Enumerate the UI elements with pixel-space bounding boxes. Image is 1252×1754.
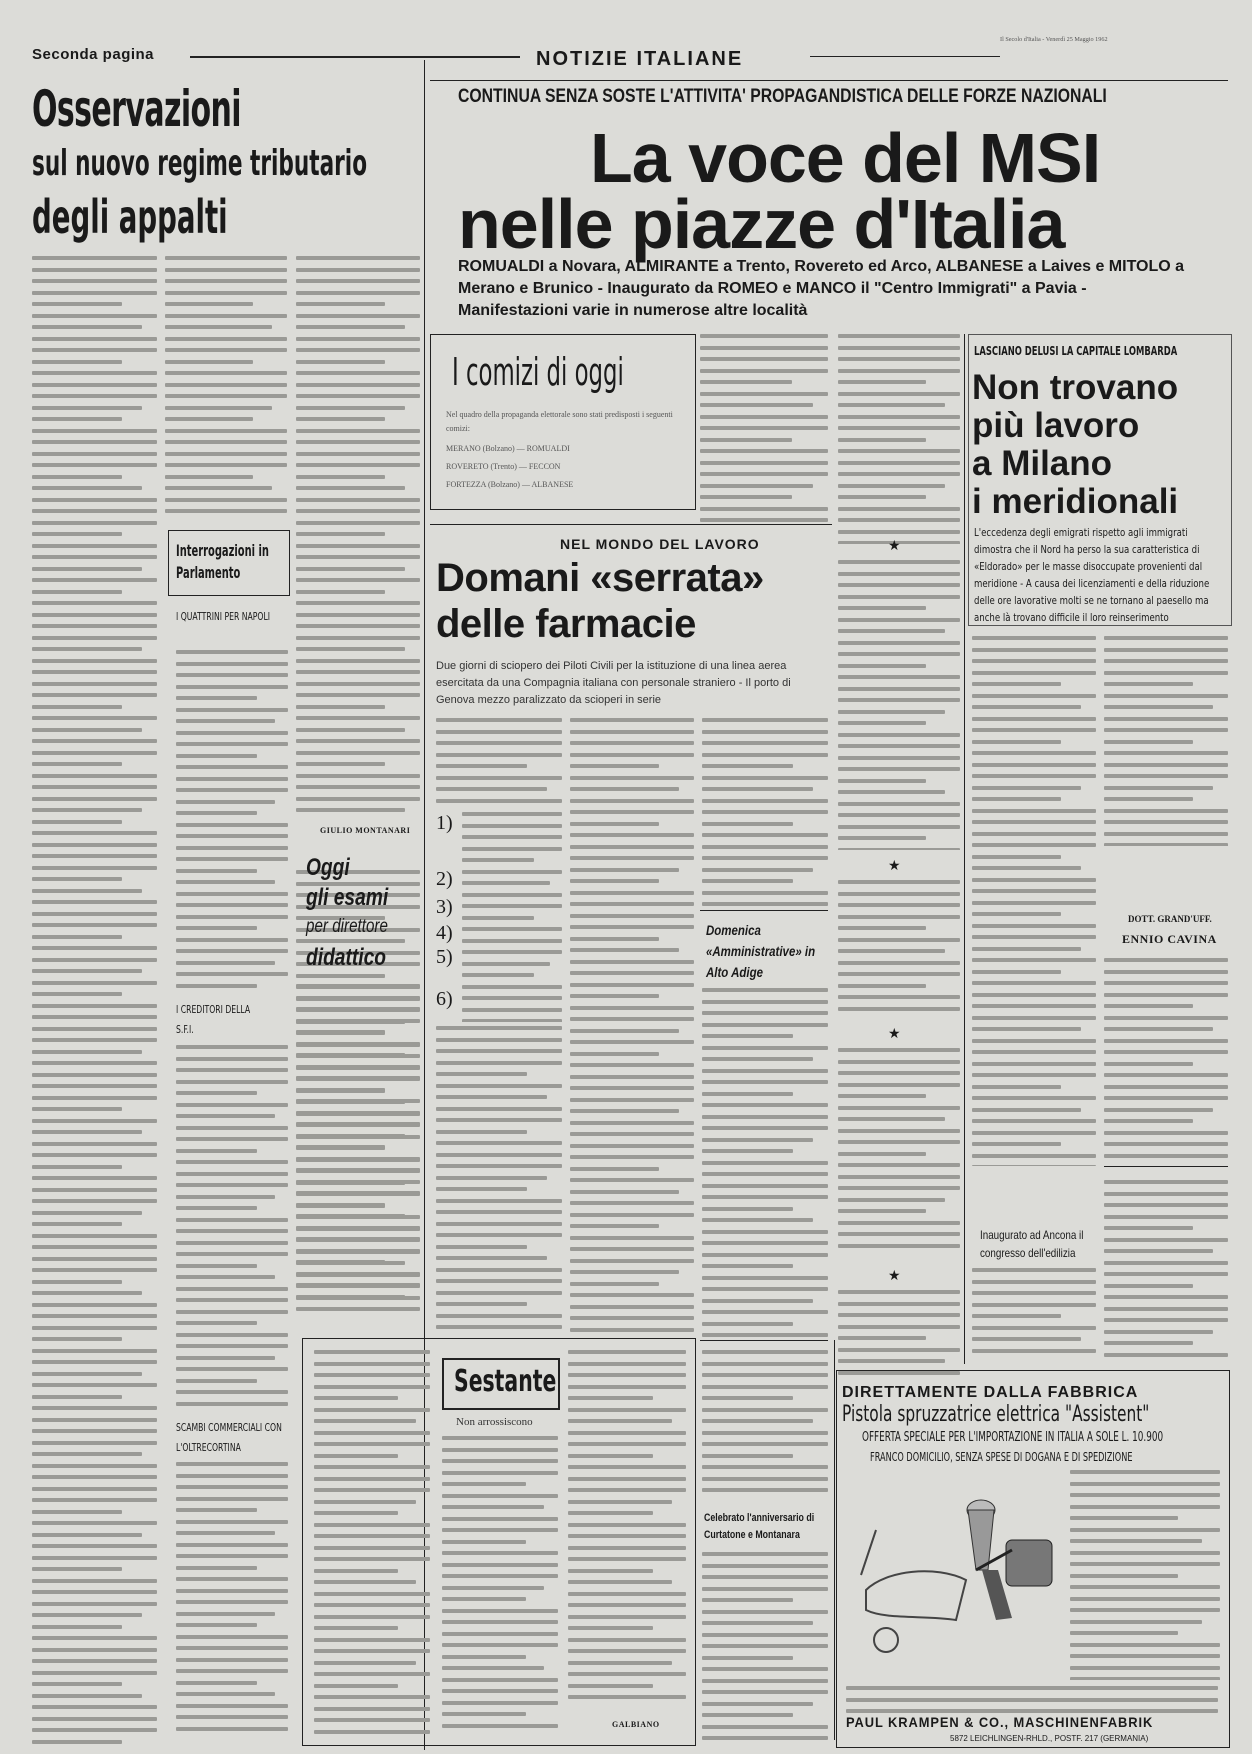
lavoro-col-3 bbox=[702, 718, 828, 908]
curtatone-rule bbox=[700, 1340, 828, 1341]
section-label: Seconda pagina bbox=[32, 46, 155, 63]
esami-line-2: gli esami bbox=[306, 884, 389, 911]
main-story-col-2c bbox=[838, 880, 960, 1020]
lavoro-number-5: 5) bbox=[436, 946, 453, 968]
milano-signature-2: ENNIO CAVINA bbox=[1122, 932, 1217, 946]
esami-line-4: didattico bbox=[306, 944, 386, 971]
main-story-col-2d bbox=[838, 1048, 960, 1248]
milano-col-2 bbox=[1104, 636, 1228, 846]
left-article-author: GIULIO MONTANARI bbox=[320, 826, 411, 835]
interrogazioni-col-1 bbox=[176, 650, 288, 990]
lavoro-headline-1: Domani «serrata» bbox=[436, 556, 764, 600]
lavoro-col-1c bbox=[436, 1026, 562, 1336]
curtatone-col-left bbox=[702, 1350, 828, 1502]
comizi-row-1-place: MERANO (Bolzano) bbox=[446, 444, 515, 453]
main-kicker: CONTINUA SENZA SOSTE L'ATTIVITA' PROPAGANDISTICA DELLE FORZE NAZIONALI bbox=[458, 86, 1107, 107]
left-article-title-3: degli appalti bbox=[32, 190, 228, 244]
main-story-col-2e bbox=[838, 1290, 960, 1380]
main-deck: ROMUALDI a Novara, ALMIRANTE a Trento, Rovereto ed Arco, ALBANESE a Laives e MITOLO a Merano e Brunico - Inaugurato da ROMEO e MANCO il "Centro Immigrati" a Pavia - Manifestazioni varie in numerose altre località bbox=[458, 258, 1185, 319]
ad-footer-body bbox=[846, 1686, 1218, 1716]
header-rule-right bbox=[810, 56, 1000, 57]
left-article-title-2: sul nuovo regime tributario bbox=[32, 143, 368, 184]
comizi-row-3: FORTEZZA (Bolzano) — ALBANESE bbox=[446, 480, 574, 489]
lavoro-number-2: 2) bbox=[436, 868, 453, 890]
lavoro-deck: Due giorni di sciopero dei Piloti Civili per la istituzione di una linea aerea esercitata da una Compagnia italiana con personale straniero - Il porto di Genova mezzo paralizzato da scioperi in serie bbox=[436, 660, 791, 706]
spray-gun-illustration bbox=[846, 1470, 1066, 1680]
comizi-row-1-speaker: ROMUALDI bbox=[526, 444, 570, 453]
main-kicker-rule bbox=[430, 80, 1228, 81]
interrogazioni-item-3-title: SCAMBI COMMERCIALI CON L'OLTRECORTINA bbox=[176, 1421, 282, 1454]
ad-company: PAUL KRAMPEN & CO., MASCHINENFABRIK bbox=[846, 1714, 1154, 1730]
lavoro-headline-2: delle farmacie bbox=[436, 602, 696, 646]
left-article-col-3 bbox=[296, 256, 420, 816]
sestante-col-2 bbox=[442, 1436, 558, 1736]
milano-headline-4: i meridionali bbox=[972, 482, 1179, 521]
lavoro-number-6: 6) bbox=[436, 988, 453, 1010]
comizi-row-1: MERANO (Bolzano) — ROMUALDI bbox=[446, 444, 570, 453]
comizi-title: I comizi di oggi bbox=[452, 350, 624, 394]
comizi-row-2: ROVERETO (Trento) — FECCON bbox=[446, 462, 561, 471]
milano-col2-rule bbox=[1104, 1166, 1228, 1167]
column-divider-3 bbox=[834, 1340, 835, 1740]
interrogazioni-title: Interrogazioni in Parlamento bbox=[176, 541, 269, 582]
alto-adige-rule bbox=[700, 910, 828, 911]
milano-col-2c bbox=[1104, 1180, 1228, 1360]
sestante-author: GALBIANO bbox=[612, 1720, 660, 1729]
lavoro-kicker: NEL MONDO DEL LAVORO bbox=[560, 536, 760, 552]
esami-body bbox=[296, 984, 420, 1304]
sestante-title: Sestante bbox=[454, 1364, 557, 1399]
comizi-row-3-place: FORTEZZA (Bolzano) bbox=[446, 480, 520, 489]
lavoro-number-3: 3) bbox=[436, 896, 453, 918]
main-headline-1: La voce del MSI bbox=[590, 119, 1101, 197]
esami-line-3: per direttore bbox=[306, 916, 388, 937]
paper-info: Il Secolo d'Italia - Venerdì 25 Maggio 1962 bbox=[1000, 36, 1108, 43]
ad-body bbox=[1070, 1470, 1220, 1680]
star-4: ★ bbox=[888, 1269, 901, 1284]
milano-kicker: LASCIANO DELUSI LA CAPITALE LOMBARDA bbox=[974, 344, 1178, 358]
lavoro-number-1: 1) bbox=[436, 812, 453, 834]
interrogazioni-col-3 bbox=[176, 1462, 288, 1742]
ancona-body bbox=[972, 1268, 1096, 1358]
lavoro-number-4: 4) bbox=[436, 922, 453, 944]
curtatone-body bbox=[702, 1552, 828, 1742]
milano-col-2b bbox=[1104, 958, 1228, 1158]
left-article-col-1 bbox=[32, 256, 157, 1746]
sestante-col-3 bbox=[568, 1350, 686, 1710]
comizi-row-2-speaker: FECCON bbox=[528, 462, 561, 471]
lavoro-col-1b bbox=[462, 812, 562, 1022]
lavoro-top-rule bbox=[430, 524, 832, 525]
sestante-col-1 bbox=[314, 1350, 430, 1738]
ad-product: Pistola spruzzatrice elettrica "Assistent" bbox=[842, 1402, 1150, 1427]
milano-headline-1: Non trovano bbox=[972, 368, 1179, 407]
milano-col-1 bbox=[972, 636, 1096, 1166]
curtatone-title: Celebrato l'anniversario di Curtatone e Montanara bbox=[704, 1512, 815, 1541]
main-story-col-1 bbox=[700, 334, 828, 522]
lavoro-col-2 bbox=[570, 718, 694, 1338]
milano-headline-2: più lavoro bbox=[972, 406, 1140, 445]
alto-adige-body bbox=[702, 988, 828, 1338]
star-1: ★ bbox=[888, 539, 901, 554]
esami-line-1: Oggi bbox=[306, 854, 350, 881]
column-divider-2 bbox=[964, 334, 965, 1364]
star-3: ★ bbox=[888, 1027, 901, 1042]
alto-adige-title: Domenica «Amministrative» in Alto Adige bbox=[706, 922, 816, 980]
category-label: NOTIZIE ITALIANE bbox=[536, 48, 744, 70]
ad-offer: OFFERTA SPECIALE PER L'IMPORTAZIONE IN ITALIA A SOLE L. 10.900 bbox=[862, 1430, 1164, 1445]
interrogazioni-col-2 bbox=[176, 1045, 288, 1415]
lavoro-col-1 bbox=[436, 718, 562, 808]
comizi-row-3-speaker: ALBANESE bbox=[531, 480, 574, 489]
sestante-subtitle: Non arrossiscono bbox=[456, 1416, 533, 1428]
milano-deck: L'eccedenza degli emigrati rispetto agli immigrati dimostra che il Nord ha perso la sua caratteristica di «Eldorado» per le masse disoccupate provenienti dal meridione - A causa dei licenziamenti e della riduzione delle ore lavorative molti se ne tornano al paesello ma anche là trovano difficile il loro reinserimento bbox=[974, 526, 1210, 624]
main-headline-2: nelle piazze d'Italia bbox=[458, 185, 1065, 263]
interrogazioni-item-2-title: I CREDITORI DELLA S.F.I. bbox=[176, 1003, 251, 1036]
star-2: ★ bbox=[888, 859, 901, 874]
comizi-intro: Nel quadro della propaganda elettorale sono stati predisposti i seguenti comizi: bbox=[446, 410, 673, 433]
header-rule-left bbox=[190, 56, 520, 58]
main-story-col-2b bbox=[838, 560, 960, 850]
main-story-col-2 bbox=[838, 334, 960, 544]
comizi-row-2-place: ROVERETO (Trento) bbox=[446, 462, 517, 471]
milano-headline-3: a Milano bbox=[972, 444, 1113, 483]
ad-header: DIRETTAMENTE DALLA FABBRICA bbox=[842, 1384, 1139, 1401]
milano-signature-1: DOTT. GRAND'UFF. bbox=[1128, 914, 1212, 924]
left-article-col-2 bbox=[165, 256, 287, 516]
interrogazioni-item-1-title: I QUATTRINI PER NAPOLI bbox=[176, 610, 271, 623]
ancona-title: Inaugurato ad Ancona il congresso dell'edilizia bbox=[980, 1228, 1084, 1260]
ad-shipping: FRANCO DOMICILIO, SENZA SPESE DI DOGANA E DI SPEDIZIONE bbox=[870, 1450, 1133, 1464]
ad-address: 5872 LEICHLINGEN-RHLD., POSTF. 217 (GERMANIA) bbox=[950, 1734, 1149, 1743]
left-article-title-1: Osservazioni bbox=[32, 80, 241, 138]
